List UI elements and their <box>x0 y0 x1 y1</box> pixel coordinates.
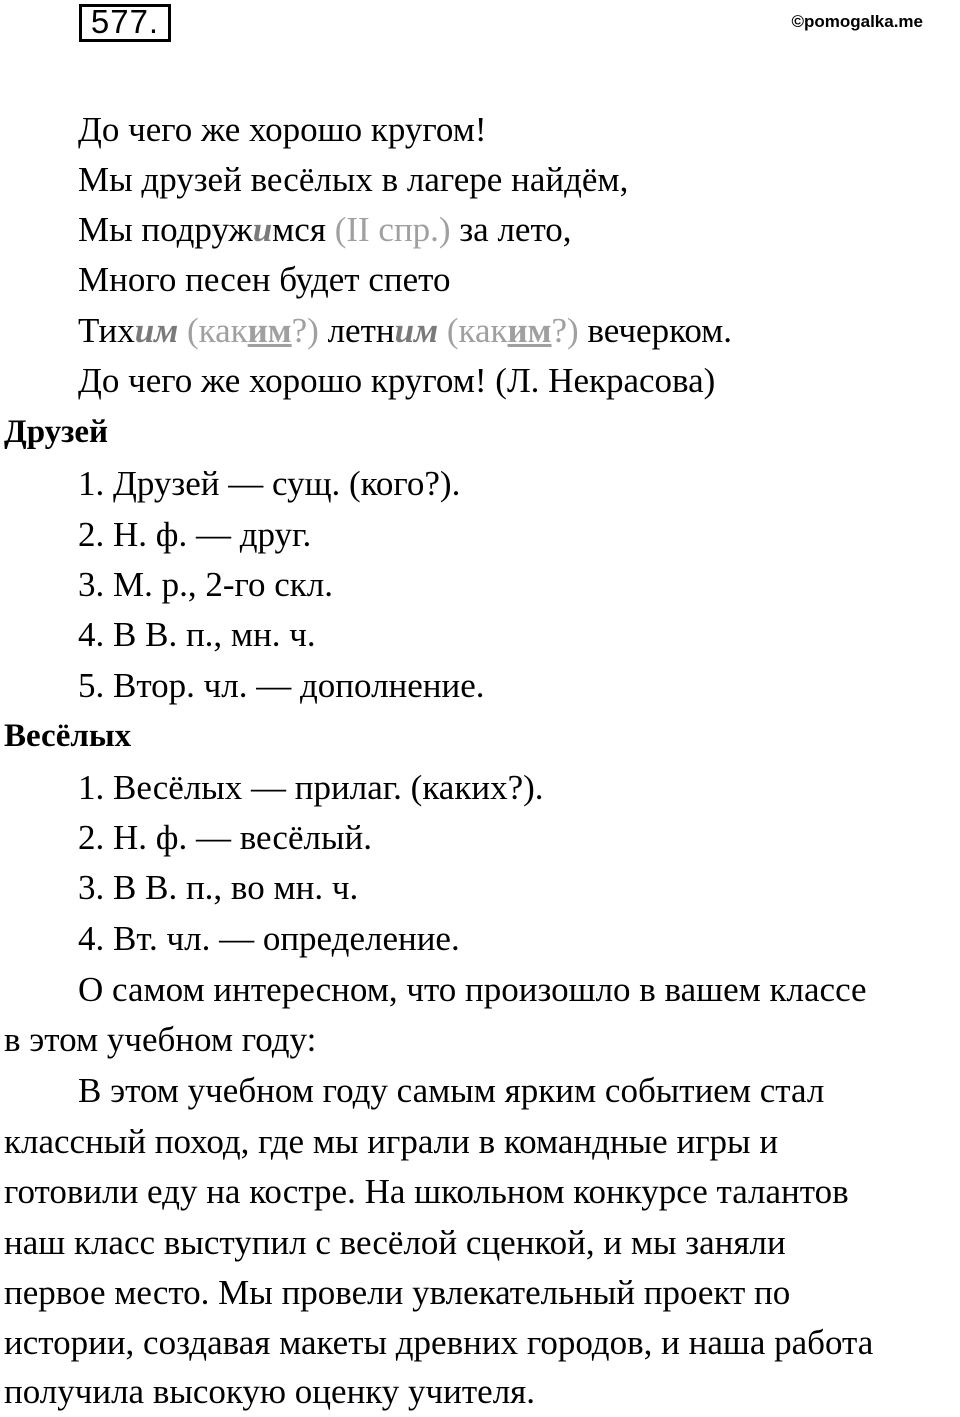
parse1-item: 3. М. р., 2-го скл. <box>78 565 334 604</box>
essay-line: получила высокую оценку учителя. <box>4 1372 536 1411</box>
question-part: (как <box>446 311 508 350</box>
text-part: вечерком. <box>578 311 733 350</box>
parse2-item: 2. Н. ф. — весёлый. <box>78 818 372 857</box>
parse2-item: 4. Вт. чл. — определение. <box>78 919 460 958</box>
poem-line-3 <box>78 208 572 252</box>
text-part <box>178 311 187 350</box>
text-part: за лето, <box>450 210 572 249</box>
poem-line-5 <box>78 309 732 353</box>
parse1-item: 4. В В. п., мн. ч. <box>78 615 316 654</box>
question-part: (как <box>186 311 248 350</box>
parse2-item: 3. В В. п., во мн. ч. <box>78 868 359 907</box>
text-part <box>438 311 447 350</box>
question-ending: им <box>507 311 552 350</box>
verb-ending: и <box>252 210 273 249</box>
poem-line-1: До чего же хорошо кругом! <box>78 110 487 149</box>
parse1-item: 1. Друзей — сущ. (кого?). <box>78 464 461 503</box>
intro-line-2: в этом учебном году: <box>4 1020 317 1059</box>
parse1-item: 2. Н. ф. — друг. <box>78 515 312 554</box>
poem-line-4: Много песен будет спето <box>78 260 451 299</box>
task-number: 577. <box>79 4 171 42</box>
question-part: ?) <box>551 311 579 350</box>
question-ending: им <box>247 311 292 350</box>
text-part: Тих <box>78 311 135 350</box>
essay-line: наш класс выступил с весёлой сценкой, и мы заняли <box>4 1223 786 1262</box>
poem-line-2: Мы друзей весёлых в лагере найдём, <box>78 160 629 199</box>
question-part: ?) <box>291 311 319 350</box>
parse1-item: 5. Втор. чл. — дополнение. <box>78 666 485 705</box>
essay-line: готовили еду на костре. На школьном конкурсе талантов <box>4 1172 849 1211</box>
question-note <box>447 311 579 350</box>
conjugation-note: (II спр.) <box>334 210 451 249</box>
poem-line-6: До чего же хорошо кругом! (Л. Некрасова) <box>78 361 716 400</box>
adjective-ending: им <box>134 311 179 350</box>
essay-line: истории, создавая макеты древних городов, и наша работа <box>4 1323 874 1362</box>
parse-heading-druzey: Друзей <box>4 414 109 450</box>
essay-line: классный поход, где мы играли в командные игры и <box>4 1122 779 1161</box>
parse2-item: 1. Весёлых — прилаг. (каких?). <box>78 768 544 807</box>
parse-heading-veselykh: Весёлых <box>4 718 132 754</box>
site-watermark: ©pomogalka.me <box>791 12 923 31</box>
text-part: мся <box>272 210 335 249</box>
essay-line: первое место. Мы провели увлекательный проект по <box>4 1273 791 1312</box>
question-note <box>187 311 319 350</box>
text-part: Мы подруж <box>78 210 253 249</box>
text-part: летн <box>318 311 395 350</box>
adjective-ending: им <box>394 311 439 350</box>
essay-line: В этом учебном году самым ярким событием стал <box>78 1071 825 1110</box>
intro-line-1: О самом интересном, что произошло в вашем классе <box>78 970 867 1009</box>
